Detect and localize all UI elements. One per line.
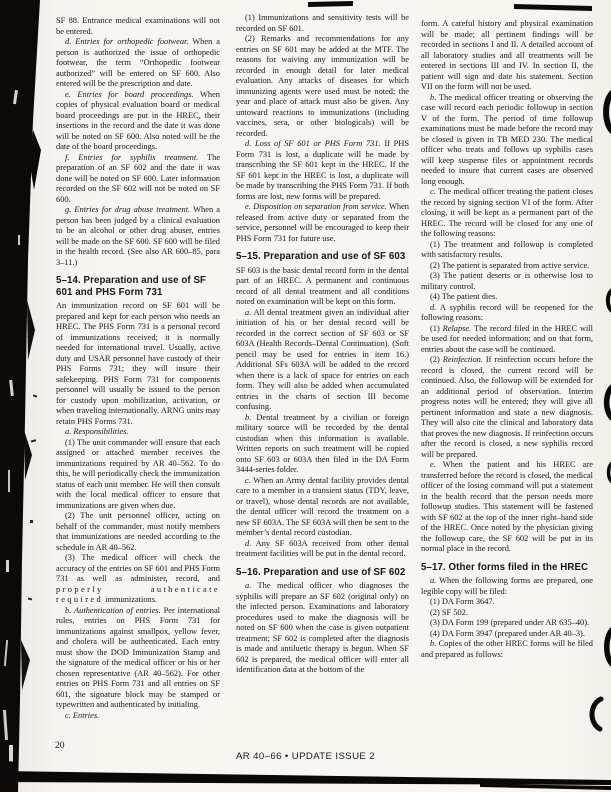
italic-lead: c. Entries. <box>65 710 100 720</box>
page-number: 20 <box>55 740 65 751</box>
paragraph <box>56 606 220 711</box>
paragraph-text: Any SF 603A received from other dental treatment facilities will be put in the dental record. <box>236 538 409 559</box>
paragraph <box>236 476 409 539</box>
paragraph <box>421 618 593 629</box>
paragraph <box>421 576 593 597</box>
paragraph <box>56 553 220 606</box>
italic-lead: g. Entries for drug abuse treatment. <box>65 205 191 214</box>
paragraph-text: If reinfection occurs before the record is closed, the current record will be continued. Also, the followup will be extended for an additional period of observation. Interim progress notes will be entered; they will give all pertinent information and state a new diagnosis. They will also cite the clinical and laboratory data that proves the new diagnosis. If reinfection occurs after the record is closed, a new syphilis record will be prepared. <box>421 355 594 459</box>
paragraph-text: (2) Remarks and recommendations for any entries on SF 601 may be added at the MTF. The reasons for waiving any immunization will be recorded in enough detail for later medical evaluation. Any attacks of diseases for which immunizing agents were used must be noted; the year and place of attack must also be given. Any untoward reactions to immunizations (including vaccines, sera, or other biologicals) will be recorded. <box>236 34 409 138</box>
italic-lead: Reinfection. <box>442 355 483 364</box>
paragraph-text: If PHS Form 731 is lost, a duplicate will be made by transcribing the SF 601 kept in the HREC. If the SF 601 kept in the HREC is lost, a duplicate will be made by transcribing the PHS Form 731. If both forms are lost, new forms will be prepared. <box>236 139 409 201</box>
paragraph-text: The medical officer treating or observing the case will record each periodic followup in section V of the form. The period of time followup examinations must be made before the record may be closed is given in TB MED 230. The medical officer who treats and follows up syphilis cases will keep suspense files or appointment records needed to insure that current cases are observed long enough. <box>421 92 593 186</box>
italic-lead: e. Entries for board proceedings. <box>65 89 194 99</box>
paragraph-text: (4) The patient dies. <box>430 292 498 301</box>
paragraph-text: When the patient and his HREC are transferred before the record is closed, the medical officer of the losing command will put a statement in the health record that the person needs more followup studies. This statement will be fastened with SF 602 at the top of the inner right–hand side of the HREC. Once noted by the physician giving the followup care, the SF 602 will be put in its normal place in the record. <box>421 460 593 553</box>
paragraph <box>56 511 220 553</box>
paragraph <box>236 581 409 676</box>
paragraph <box>421 292 593 303</box>
italic-lead: d. Loss of SF 601 or PHS Form 731. <box>245 139 381 148</box>
paragraph <box>56 427 220 438</box>
paragraph-text: The medical officer treating the patient closes the record by signing section VI of the form. After closing, it will be kept as a permanent part of the HREC. The record will be closed for any one of the following reasons: <box>421 187 593 238</box>
section-heading: 5–15. Preparation and use of SF 603 <box>236 251 406 262</box>
paragraph-text: (2) SF 502. <box>430 607 468 617</box>
paragraph-text: SF 603 is the basic dental record form in the dental part of an HREC. A permanent and continuous record of all dental treatment and all conditions noted on examination will be kept on this form. <box>236 265 409 307</box>
paragraph-text: (2) The patient is separated from active service. <box>430 260 590 270</box>
paragraph <box>236 539 409 560</box>
paragraph-text: (3) The patient deserts or is otherwise lost to military control. <box>421 271 593 291</box>
italic-lead: Relapse. <box>442 323 472 333</box>
paragraph-text: form. A careful history and physical examination will be made; all pertinent findings will be recorded in sections I and II. A detailed account of all laboratory studies and all treatments will be entered in sections III and IV. In section II, the patient will sign and date his statement. Section VII on the form will not be used. <box>421 19 593 91</box>
paragraph-text: (1) The treatment and followup is completed with satisfactory results. <box>421 239 593 259</box>
section-heading: 5–16. Preparation and use of SF 602 <box>236 566 406 578</box>
italic-lead: b. <box>430 639 437 649</box>
list-number: (2) <box>430 355 443 364</box>
paragraph-text: Per international rules, entries on PHS Form 731 for immunizations against smallpox, yellow fever, and cholera will be authenticated. Each entry must show the DOD Immunization Stamp and the signature of the medical officer or his or her chosen representative (AR 40–562). For other entries on PHS Form 731 and all entries on SF 601, the signature block may be stamped or typewritten and authenticated by initialing. <box>56 605 220 710</box>
top-scan-marks <box>308 1 592 11</box>
paragraph <box>236 13 409 34</box>
paragraph <box>421 240 593 261</box>
paragraph <box>56 153 220 206</box>
italic-lead: b. <box>430 92 437 102</box>
paragraph <box>421 19 593 93</box>
paragraph <box>236 413 409 476</box>
column-left <box>56 16 220 721</box>
paragraph-text: When the following forms are prepared, one legible copy will be filed: <box>421 576 593 596</box>
paragraph <box>421 324 593 356</box>
paragraph <box>421 303 593 324</box>
paragraph-text: The preparation of an SF 602 and the date it was done will be noted on SF 600. Later information recorded on the SF 602 will not be noted on SF 600. <box>56 152 221 204</box>
paragraph-text: When a person is authorized the issue of orthopedic footwear, the term “Orthopedic footwear authorized” will be entered on SF 600. Also entered will be the prescription and date. <box>56 37 220 88</box>
column-right <box>421 19 593 660</box>
italic-lead: b. <box>245 412 252 422</box>
italic-lead: f. Entries for syphilis treatment. <box>65 152 199 162</box>
paragraph-text: (3) DA Form 199 (prepared under AR 635–40). <box>430 618 590 628</box>
edge-smudges <box>28 394 37 600</box>
paragraph-text: A syphilis record will be reopened for the following reasons: <box>421 302 593 322</box>
paragraph-text: All dental treatment given an individual after initiation of his or her dental record will be recorded in the correct section of SF 603 or SF 603A (Health Records–Dental Continuation). (Soft pencil may be used for entries in item 16.) Additional SFs 603A will be added to the record when there is a lack of space for entries on each form. They will also be added when accumulated entries in the charts of section III become confusing. <box>236 307 409 412</box>
italic-lead: d. Entries for orthopedic footwear. <box>65 37 189 46</box>
paragraph-text: When copies of physical evaluation board or medical board proceedings are put in the HREC, their insertions in the record and the date it was done will be noted on SF 600. Also noted will be the date of the board proceedings. <box>56 89 220 151</box>
paragraph-text: When a person has been judged by a clinical evaluation to be an alcohol or other drug abuser, entries will be made on the SF 600. SF 600 will be filed in the health record. (See also AR 600–85, para 3–11.) <box>56 205 220 267</box>
paragraph <box>236 139 409 202</box>
column-middle <box>236 13 409 676</box>
paragraph <box>421 608 593 619</box>
italic-lead: c. <box>430 187 436 196</box>
paragraph <box>236 34 409 139</box>
paragraph-text: The medical officer who diagnoses the syphilis will prepare an SF 602 (original only) on the infected person. Examinations and laboratory procedures used to make the diagnosis will be noted on SF 600 when the case is given outpatient treatment; SF 602 is completed after the diagnosis is made and antiluetic therapy is begun. When SF 602 is prepared, the medical officer will enter all identification data at the bottom of the <box>236 581 409 675</box>
letterspaced-text: properly authenticate required <box>56 584 220 605</box>
italic-lead: a. Responsibilities. <box>65 427 129 437</box>
paragraph-text: (1) The unit commander will ensure that each assigned or attached member receives the immunizations required by AR 40–562. To do this, he will periodically check the immunization status of each unit member. He will then consult with the local medical officer to ensure that immunizations are given when due. <box>56 437 220 510</box>
paragraph-text: SF 88. Entrance medical examinations will not be entered. <box>56 16 220 36</box>
paragraph <box>56 301 220 427</box>
paragraph <box>421 261 593 272</box>
page-footer: AR 40–66 • UPDATE ISSUE 2 <box>235 751 376 762</box>
paragraph <box>421 187 593 240</box>
paragraph <box>421 271 593 292</box>
paragraph <box>421 355 593 460</box>
paragraph <box>421 93 593 188</box>
paragraph <box>421 639 593 660</box>
paragraph <box>56 37 220 90</box>
gutter-shadow-band <box>0 0 41 792</box>
paragraph <box>421 460 593 555</box>
paragraph-text: The record filed in the HREC will be used for needed information; and on that form, entries about the case will be continued. <box>421 323 594 354</box>
section-heading: 5–17. Other forms filed in the HREC <box>421 561 589 573</box>
paragraph <box>56 205 220 268</box>
bottom-scan-band <box>0 760 611 792</box>
paragraph-text: immunizations. <box>103 595 158 605</box>
italic-lead: e. <box>430 460 436 469</box>
italic-lead: c. <box>245 475 251 485</box>
italic-lead: d. <box>245 538 252 548</box>
paragraph-text: (2) The unit personnel officer, acting on behalf of the commander, must notify members that immunizations are needed according to the schedule in AR 40–562. <box>56 511 220 552</box>
paragraph <box>56 16 220 37</box>
right-edge-binder-marks <box>592 93 611 729</box>
paragraph-text: When released from active duty or separated from the service, personnel will be encouraged to keep their PHS Form 731 for future use. <box>236 202 409 243</box>
italic-lead: d. <box>430 302 437 312</box>
paragraph <box>56 90 220 153</box>
paragraph <box>56 711 220 722</box>
list-number: (1) <box>430 323 443 333</box>
paragraph <box>236 266 409 308</box>
italic-lead: a. <box>430 576 437 586</box>
paragraph <box>56 438 220 512</box>
paragraph <box>236 202 409 244</box>
paragraph <box>421 629 593 640</box>
paragraph-text: (1) Immunizations and sensitivity tests will be recorded on SF 601. <box>236 13 409 33</box>
paragraph-text: An immunization record on SF 601 will be prepared and kept for each person who needs an HREC. The PHS Form 731 is a personal record of immunizations received; it is normally needed for international travel. Usually, active duty and USAR personnel have custody of their PHS Forms 731; they will insure their safekeeping. PHS Form 731 for components personnel will usually be issued to the person for custody upon mobilization, activation, or when traveling internationally. ARNG units may retain PHS Forms 731. <box>56 301 220 426</box>
paragraph <box>421 597 593 608</box>
paragraph-text: When an Army dental facility provides dental care to a member in a transient status (TDY, leave, or travel), whose dental records are not available, the dental officer will record the treatment on a new SF 603A. The SF 603A will then be sent to the member’s dental record custodian. <box>236 475 409 538</box>
italic-lead: a. <box>245 581 252 591</box>
italic-lead: b. Authentication of entries. <box>65 605 161 615</box>
paragraph-text: (1) DA Form 3647. <box>430 597 495 607</box>
paragraph <box>236 308 409 413</box>
italic-lead: a. <box>245 307 252 317</box>
italic-lead: e. Disposition on separation from service. <box>245 202 387 211</box>
paragraph-text: (3) The medical officer will check the accuracy of the entries on SF 601 and PHS Form 731 as well as administer, record, and <box>56 553 220 584</box>
section-heading: 5–14. Preparation and use of SF 601 and PHS Form 731 <box>56 275 207 298</box>
paragraph-text: Dental treatment by a civilian or foreign military source will be recorded by the dental custodian when this information is available. Written reports on such treatment will be copied onto SF 603 or 603A then filed in the DA Form 3444-series folder. <box>236 412 409 475</box>
paragraph-text: Copies of the other HREC forms will be filed and prepared as follows: <box>421 639 593 659</box>
paragraph-text: (4) DA Form 3947 (prepared under AR 40–3). <box>430 628 585 638</box>
